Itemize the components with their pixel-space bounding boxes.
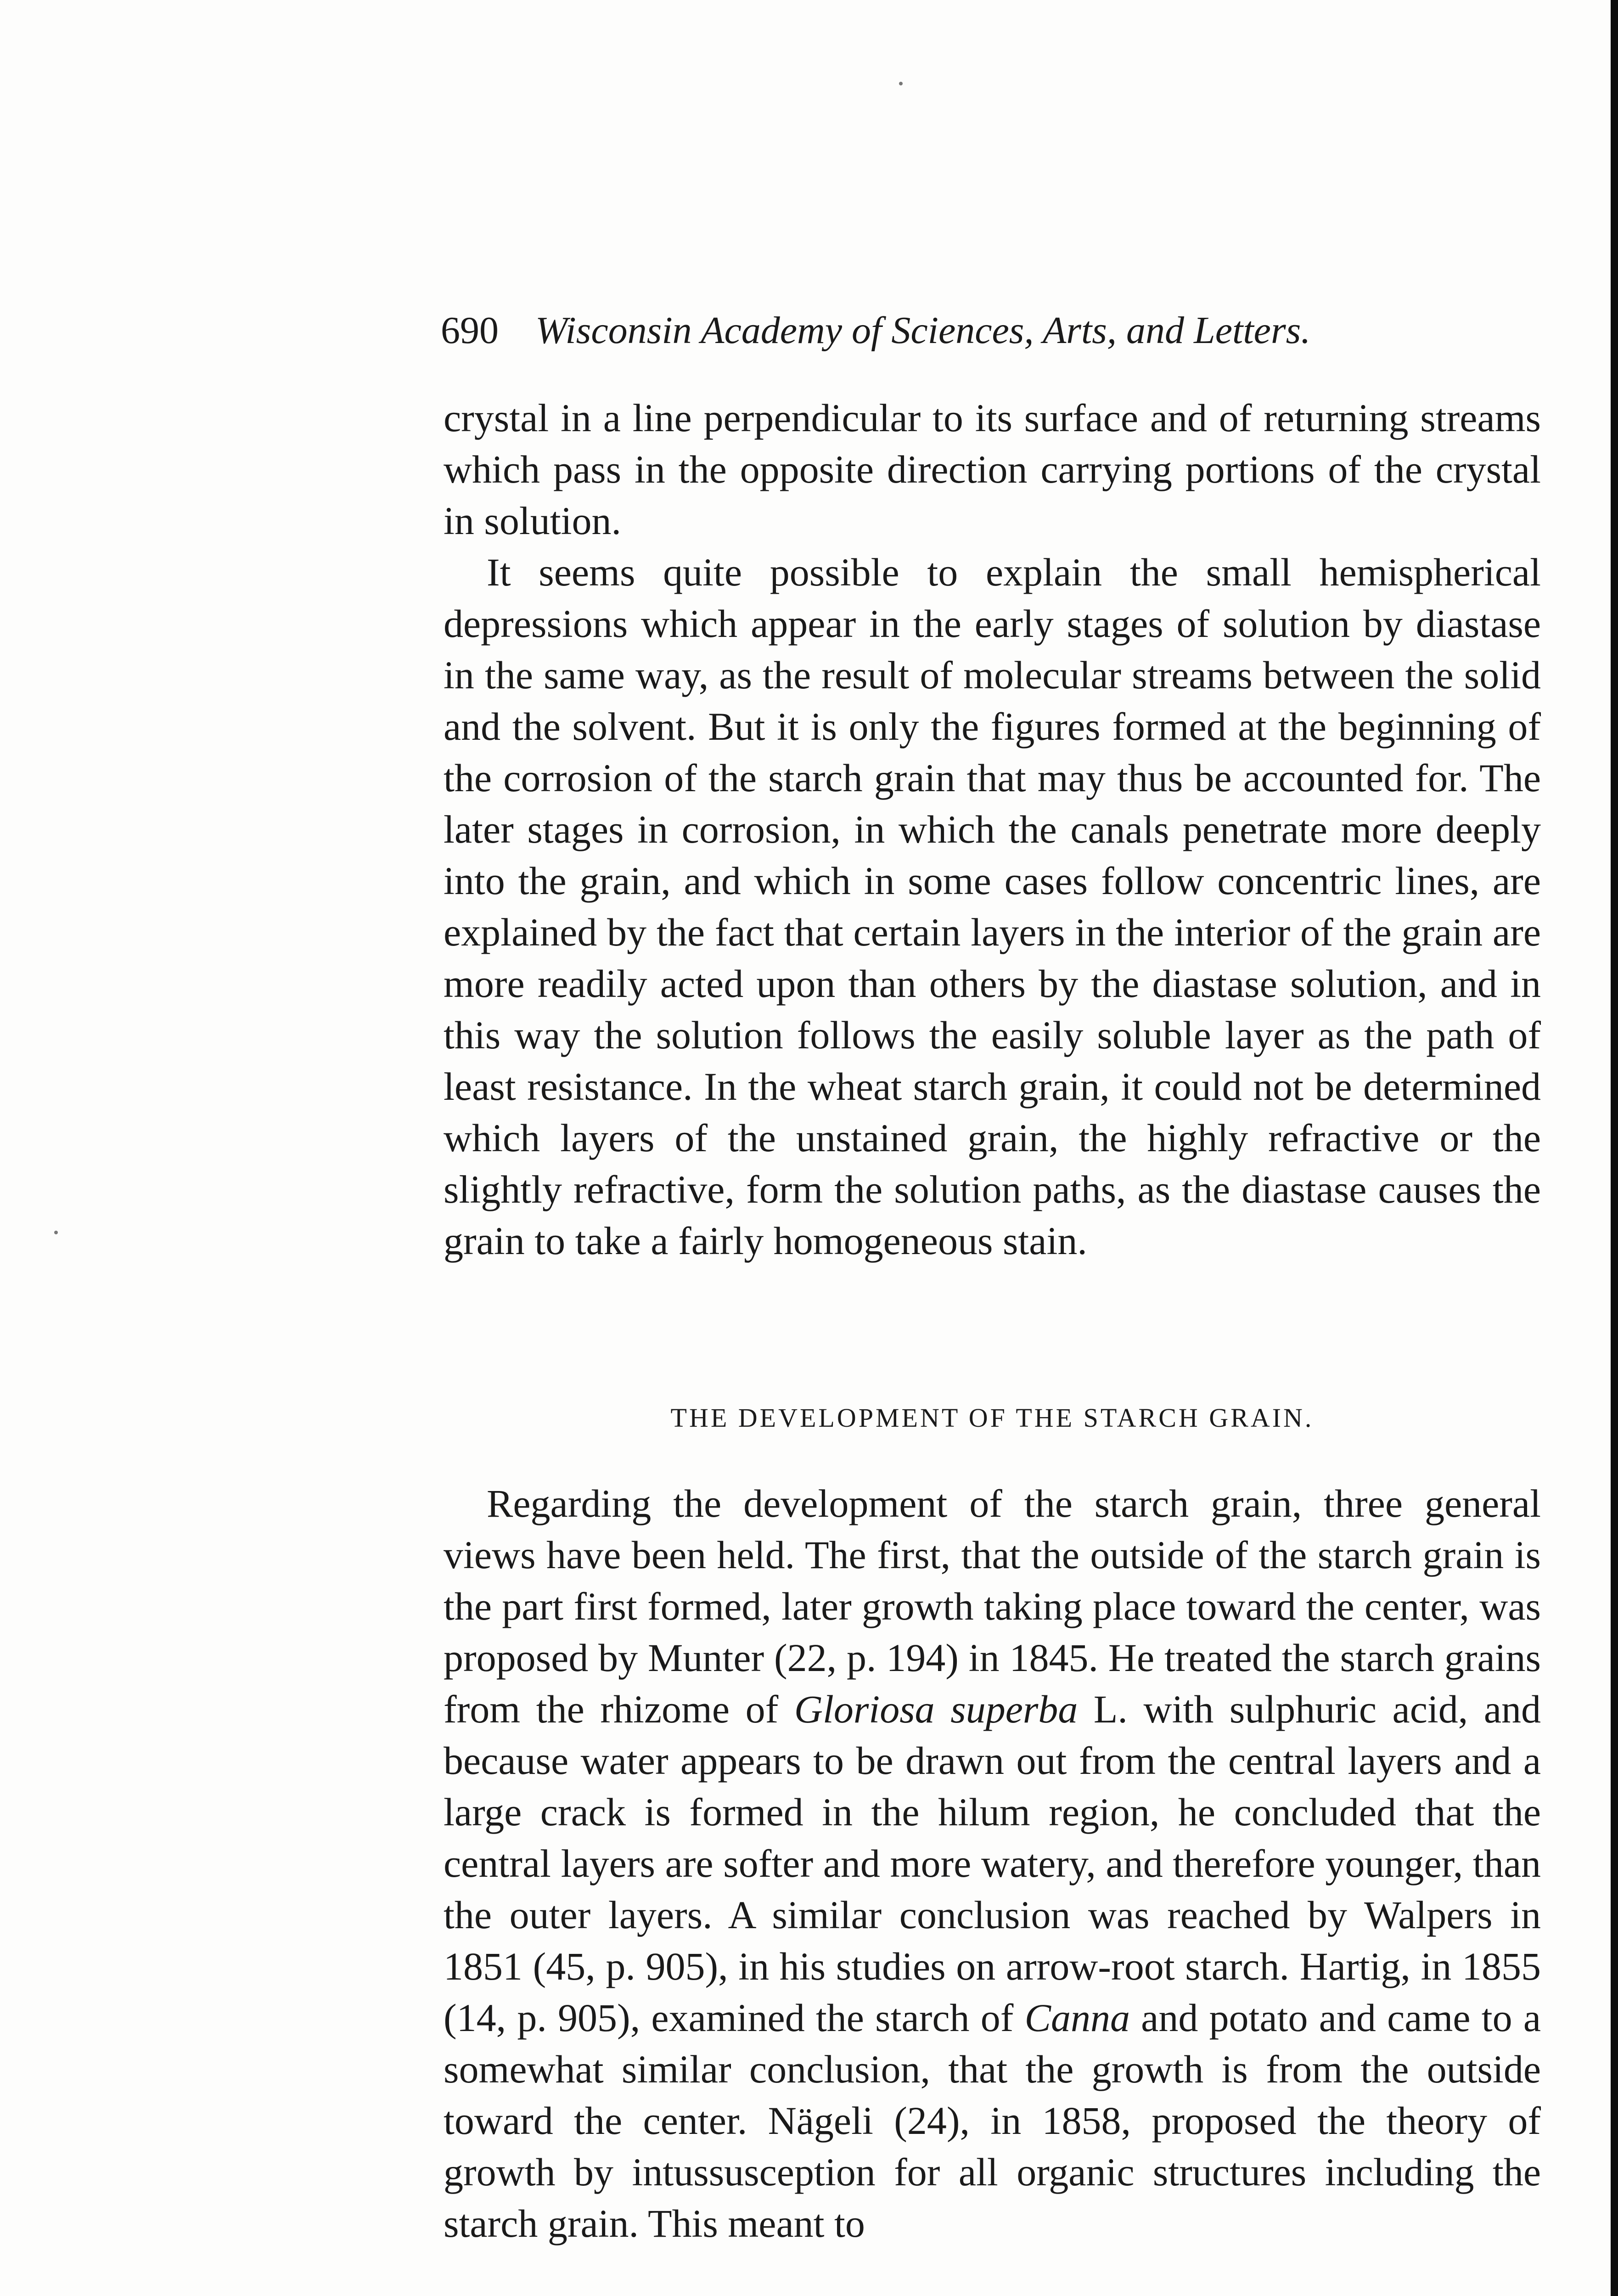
paragraph — [444, 1478, 1541, 2249]
section-body — [444, 1478, 1541, 2249]
scan-edge-shadow — [1611, 0, 1618, 2296]
section-heading: THE DEVELOPMENT OF THE STARCH GRAIN. — [670, 1403, 1314, 1433]
scan-dust-dot — [899, 82, 903, 85]
body-text — [444, 392, 1541, 1266]
species-name: Gloriosa superba — [794, 1687, 1078, 1731]
scan-dust-dot — [54, 1231, 58, 1234]
running-title: Wisconsin Academy of Sciences, Arts, and Letters. — [535, 309, 1311, 352]
paragraph-continued: crystal in a line perpendicular to its surface and of returning streams which pass in the opposite direction carrying portions of the crystal in solution. — [444, 396, 1541, 543]
text-run: and potato and came to a somewhat similar conclusion, that the growth is from the outside toward the center. Nägeli (24), in 1858, proposed the theory of growth by intussusception for all organic structures including the starch grain. This meant to — [444, 1996, 1541, 2245]
paragraph: It seems quite possible to explain the small hemispherical depressions which appear in the early stages of solution by diastase in the same way, as the result of molecular streams between the solid and the solvent. But it is only the figures formed at the beginning of the corrosion of the starch grain that may thus be accounted for. The later stages in corrosion, in which the canals penetrate more deeply into the grain, and which in some cases follow concentric lines, are explained by the fact that certain layers in the interior of the grain are more readily acted upon than others by the diastase solution, and in this way the solution follows the easily soluble layer as the path of least resistance. In the wheat starch grain, it could not be determined which layers of the unstained grain, the highly refractive or the slightly refractive, form the solution paths, as the diastase causes the grain to take a fairly homogeneous stain. — [444, 550, 1541, 1263]
genus-name: Canna — [1024, 1996, 1130, 2040]
page-number: 690 — [441, 309, 499, 352]
text-run: L. with sulphuric acid, and because water appears to be drawn out from the central layers and a large crack is formed in the hilum region, he concluded that the central layers are softer and more watery, and therefore younger, than the outer layers. A similar conclusion was reached by Walpers in 1851 (45, p. 905), in his studies on arrow-root starch. Hartig, in 1855 (14, p. 905), examined the starch of — [444, 1687, 1541, 2040]
running-header — [441, 303, 1561, 358]
text-run: Regarding the development of the starch grain, three general views have been held. The first, that the outside of the starch grain is the part first formed, later growth taking place toward the center, was proposed by Munter (22, p. 194) in 1845. He treated the starch grains from the rhizome of — [444, 1481, 1541, 1731]
